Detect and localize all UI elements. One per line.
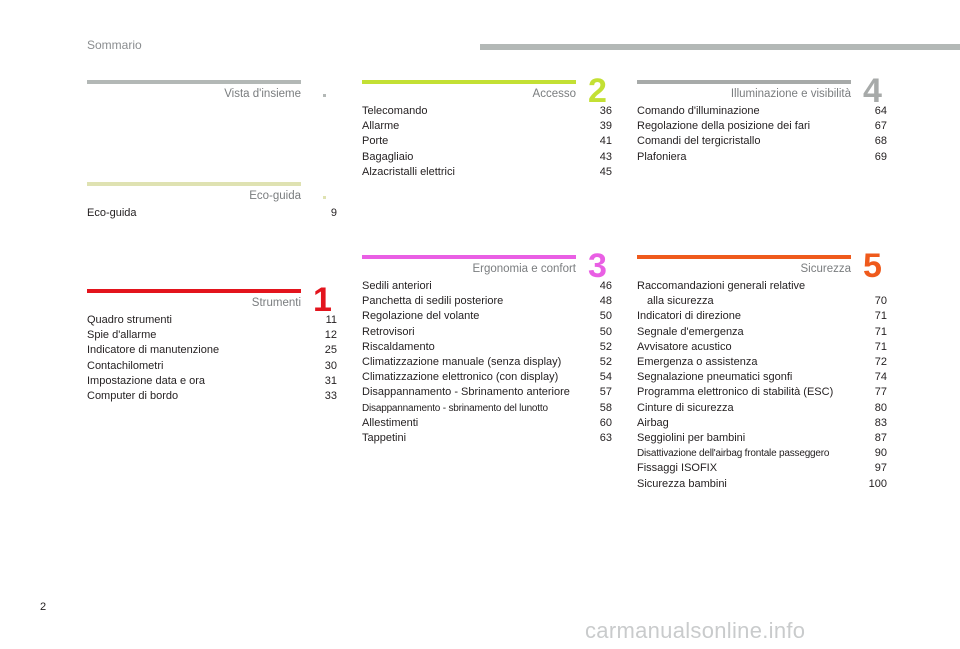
toc-entry[interactable] [362,431,612,446]
toc-entry-page: 52 [599,340,612,353]
toc-entry[interactable] [637,119,887,134]
section-color-bar [637,80,851,84]
toc-entry-label: Tappetini [362,432,407,445]
toc-entry[interactable] [637,104,887,119]
toc-entry-page: 68 [874,135,887,148]
toc-entry-label: Cinture di sicurezza [637,401,734,414]
toc-entry-label: Plafoniera [637,150,687,163]
toc-entry-label: Programma elettronico di stabilità (ESC) [637,386,834,399]
section-number: 1 [313,281,332,319]
section-title: Strumenti [251,297,301,309]
toc-entry-page: 80 [874,401,887,414]
toc-entry-page: 50 [599,325,612,338]
toc-entry[interactable] [637,340,887,355]
page-number: 2 [40,601,47,613]
toc-entry[interactable] [362,416,612,431]
toc-entry[interactable] [87,374,337,389]
section-number: 2 [588,72,607,110]
toc-list [362,104,612,180]
toc-entry[interactable] [362,104,612,119]
toc-entry-page: 63 [599,432,612,445]
toc-entry[interactable] [637,416,887,431]
toc-entry[interactable] [362,134,612,149]
toc-entry-page: 54 [599,371,612,384]
toc-entry-label: Panchetta di sedili posteriore [362,295,504,308]
toc-entry-label: Sedili anteriori [362,280,432,292]
toc-entry-page: 33 [324,390,337,403]
toc-entry[interactable] [362,370,612,385]
toc-entry-label: Alzacristalli elettrici [362,165,455,178]
toc-entry-page: 71 [874,325,887,338]
toc-entry-label: Retrovisori [362,325,415,338]
toc-entry[interactable] [362,165,612,180]
toc-entry-page: 12 [324,329,337,342]
section-title: Ergonomia e confort [472,263,576,275]
toc-entry-page: 39 [599,120,612,133]
toc-entry-page: 67 [874,120,887,133]
toc-entry[interactable] [362,294,612,309]
section-title: Accesso [532,88,576,100]
toc-entry-page: 25 [324,344,337,357]
toc-entry-page: 57 [599,386,612,399]
toc-entry-page: 41 [599,135,612,148]
toc-entry[interactable] [87,328,337,343]
toc-entry-page: 71 [874,340,887,353]
toc-entry-label: Disappannamento - Sbrinamento anteriore [362,386,570,399]
toc-entry-page: 31 [324,374,337,387]
toc-entry-label: Regolazione del volante [362,310,480,323]
toc-entry[interactable] [637,370,887,385]
toc-entry-label: Segnale d'emergenza [637,325,744,338]
toc-entry-label: Quadro strumenti [87,314,172,326]
section-title: Sicurezza [800,263,851,275]
toc-entry[interactable] [87,313,337,328]
toc-entry-label: Contachilometri [87,359,164,372]
section-title: Eco-guida [249,190,301,202]
toc-entry-label: Emergenza o assistenza [637,356,758,369]
toc-entry-label: Allarme [362,120,400,133]
toc-entry-page: 50 [599,310,612,323]
toc-entry[interactable] [362,309,612,324]
toc-entry-label: Sicurezza bambini [637,477,727,490]
toc-entry-label: Telecomando [362,105,428,117]
toc-entry[interactable] [637,385,887,400]
toc-entry-page: 74 [874,371,887,384]
section-number: 4 [863,72,882,110]
toc-entry-page: 58 [599,401,612,414]
toc-entry[interactable] [87,359,337,374]
section-title: Vista d'insieme [224,88,301,100]
toc-entry-page: 46 [599,280,612,292]
toc-entry-label: Disappannamento - sbrinamento del lunotto [362,402,548,414]
toc-list [87,313,337,404]
toc-entry-label: Impostazione data e ora [87,374,206,387]
toc-list [87,206,337,221]
section-marker-icon [323,94,326,97]
toc-entry-page: 43 [599,150,612,163]
toc-entry-page: 48 [599,295,612,308]
toc-entry-page: 69 [874,150,887,163]
watermark: carmanualsonline.info [585,618,806,643]
toc-entry[interactable] [637,446,887,461]
toc-entry[interactable] [87,343,337,358]
toc-entry-label: Bagagliaio [362,150,414,163]
toc-entry-label: Climatizzazione manuale (senza display) [362,356,562,369]
toc-entry[interactable] [637,150,887,165]
toc-entry[interactable] [637,309,887,324]
toc-entry-page: 90 [874,447,887,460]
toc-entry-page: 77 [874,386,887,399]
section-number: 3 [588,247,607,285]
section-marker-icon [323,196,326,199]
toc-entry-label: Comando d'illuminazione [637,105,760,117]
toc-entry[interactable] [637,401,887,416]
toc-entry[interactable] [637,461,887,476]
toc-entry-page: 87 [874,432,887,445]
toc-entry-page: 64 [874,105,887,117]
toc-entry[interactable] [362,355,612,370]
toc-entry-label: Comandi del tergicristallo [637,135,761,148]
toc-list [637,104,887,165]
toc-entry-label: Disattivazione dell'airbag frontale passeggero [637,448,830,460]
toc-entry-page: 45 [599,165,612,178]
toc-entry-label: Segnalazione pneumatici sgonfi [637,371,793,384]
toc-entry-label: Indicatori di direzione [637,310,741,323]
toc-entry-label: Climatizzazione elettronico (con display) [362,371,559,384]
section-color-bar [637,255,851,259]
toc-entry[interactable] [362,325,612,340]
toc-entry[interactable] [362,385,612,400]
section-color-bar [87,289,301,293]
section-color-bar [87,182,301,186]
toc-entry-label: Porte [362,135,389,148]
toc-entry-page: 36 [599,105,612,117]
toc-list [362,279,612,446]
toc-entry-page: 97 [874,462,887,475]
toc-list [637,279,887,492]
toc-entry-page: 71 [874,310,887,323]
toc-entry[interactable] [362,150,612,165]
toc-entry-label: Raccomandazioni generali relative alla sicurezza [637,280,806,308]
section-title: Illuminazione e visibilità [730,88,851,100]
toc-entry[interactable] [637,355,887,370]
toc-entry[interactable] [362,119,612,134]
toc-entry-label: Fissaggi ISOFIX [637,462,718,475]
page-header-title: Sommario [87,38,142,52]
toc-entry-label: Computer di bordo [87,390,179,403]
toc-entry[interactable] [637,325,887,340]
toc-entry-page: 100 [868,477,887,490]
toc-entry[interactable] [637,477,887,492]
toc-entry-page: 83 [874,416,887,429]
toc-entry-page: 52 [599,356,612,369]
toc-entry-label: Spie d'allarme [87,329,157,342]
header-divider-bar [480,44,960,50]
toc-entry-label: Avvisatore acustico [637,340,732,353]
toc-entry-page: 60 [599,416,612,429]
toc-entry[interactable] [87,389,337,404]
toc-entry-label: Allestimenti [362,416,419,429]
toc-entry-label: Indicatore di manutenzione [87,344,220,357]
toc-entry[interactable] [637,431,887,446]
toc-entry[interactable] [637,279,887,309]
toc-entry[interactable] [362,279,612,294]
section-color-bar [87,80,301,84]
section-number: 5 [863,247,882,285]
toc-entry-label: Riscaldamento [362,340,435,353]
toc-entry-page: 9 [330,207,337,219]
toc-entry[interactable] [87,206,337,221]
toc-entry-page: 30 [324,359,337,372]
section-color-bar [362,255,576,259]
toc-entry-page: 11 [325,314,337,326]
toc-entry-label: Seggiolini per bambini [637,432,746,445]
toc-entry[interactable] [362,401,612,416]
toc-entry-page: 70 [874,295,887,308]
toc-entry-label: Eco-guida [87,207,137,219]
toc-entry[interactable] [637,134,887,149]
toc-entry-label: Regolazione della posizione dei fari [637,120,811,133]
toc-entry-label: Airbag [637,416,669,429]
toc-entry-page: 72 [874,356,887,369]
toc-entry[interactable] [362,340,612,355]
section-color-bar [362,80,576,84]
